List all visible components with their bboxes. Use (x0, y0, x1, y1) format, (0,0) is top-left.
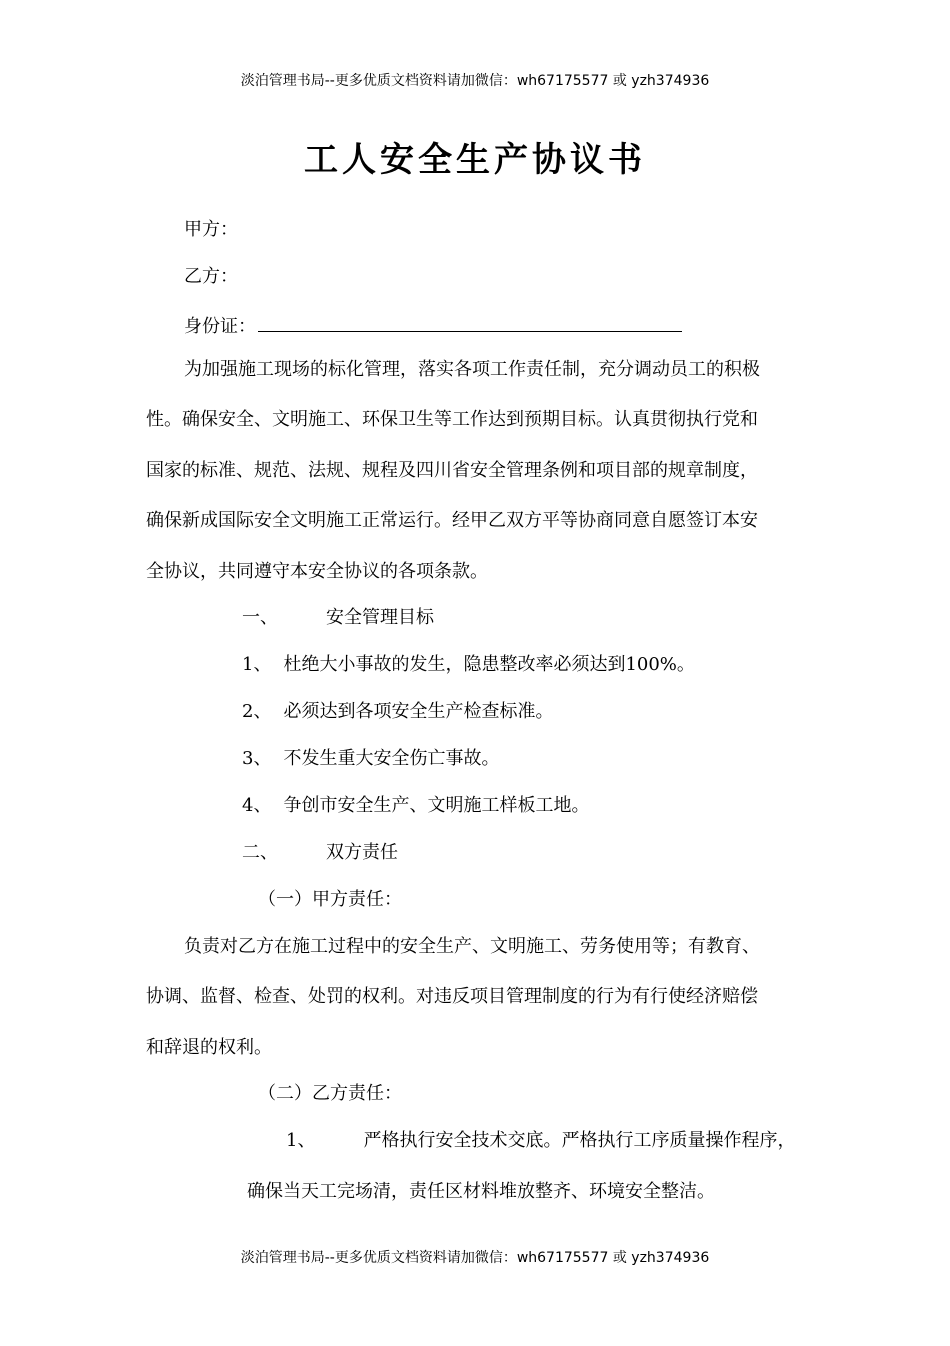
intro-line: 为加强施工现场的标化管理，落实各项工作责任制，充分调动员工的积极 (184, 359, 760, 380)
party-a-label: 甲方： (184, 219, 238, 240)
goal-number: 2、 (242, 701, 272, 722)
party-a-resp-line: 负责对乙方在施工过程中的安全生产、文明施工、劳务使用等；有教育、 (184, 936, 760, 957)
page-header-note: 淡泊管理书局--更多优质文档资料请加微信：wh67175577 或 yzh374936 (240, 73, 710, 89)
section-2-title: 双方责任 (326, 842, 398, 863)
goal-item (242, 652, 695, 678)
goal-item (242, 746, 499, 772)
section-1-heading (242, 605, 434, 631)
intro-line: 确保新成国际安全文明施工正常运行。经甲乙双方平等协商同意自愿签订本安 (146, 510, 758, 531)
sub-a-title: 甲方责任： (312, 889, 402, 910)
sub-a-heading (258, 887, 402, 913)
id-card-row (184, 311, 682, 340)
sub-b-title: 乙方责任： (312, 1083, 402, 1104)
party-a-resp-line: 协调、监督、检查、处罚的权利。对违反项目管理制度的行为有行使经济赔偿 (146, 986, 758, 1007)
goal-item (242, 793, 589, 819)
party-b-item-1 (286, 1128, 795, 1154)
goal-item (242, 699, 553, 725)
sub-b-heading (258, 1081, 402, 1107)
id-card-label: 身份证： (184, 316, 256, 337)
party-b-item-1-continuation: 确保当天工完场清，责任区材料堆放整齐、环境安全整洁。 (247, 1181, 715, 1202)
goal-number: 4、 (242, 795, 272, 816)
section-1-title: 安全管理目标 (326, 607, 434, 628)
intro-line: 性。确保安全、文明施工、环保卫生等工作达到预期目标。认真贯彻执行党和 (146, 409, 758, 430)
section-2-number: 二、 (242, 842, 278, 863)
sub-b-number: （二） (258, 1083, 312, 1104)
document-title: 工人安全生产协议书 (304, 140, 646, 180)
goal-number: 1、 (242, 654, 272, 675)
section-2-heading (242, 840, 398, 866)
party-a-resp-line: 和辞退的权利。 (146, 1037, 272, 1058)
goal-text: 必须达到各项安全生产检查标准。 (283, 701, 554, 722)
goal-number: 3、 (242, 748, 272, 769)
section-1-number: 一、 (242, 607, 278, 628)
intro-line: 国家的标准、规范、法规、规程及四川省安全管理条例和项目部的规章制度， (146, 460, 758, 481)
party-b-item-text: 严格执行安全技术交底。严格执行工序质量操作程序， (363, 1130, 796, 1151)
party-b-label: 乙方： (184, 266, 238, 287)
goal-text: 不发生重大安全伤亡事故。 (283, 748, 500, 769)
intro-line: 全协议，共同遵守本安全协议的各项条款。 (146, 561, 488, 582)
goal-text: 争创市安全生产、文明施工样板工地。 (283, 795, 590, 816)
page-footer-note: 淡泊管理书局--更多优质文档资料请加微信：wh67175577 或 yzh374936 (240, 1250, 710, 1266)
goal-text: 杜绝大小事故的发生，隐患整改率必须达到100%。 (283, 654, 695, 675)
sub-a-number: （一） (258, 889, 312, 910)
party-b-item-number: 1、 (286, 1130, 316, 1151)
id-card-blank-line (258, 311, 682, 332)
